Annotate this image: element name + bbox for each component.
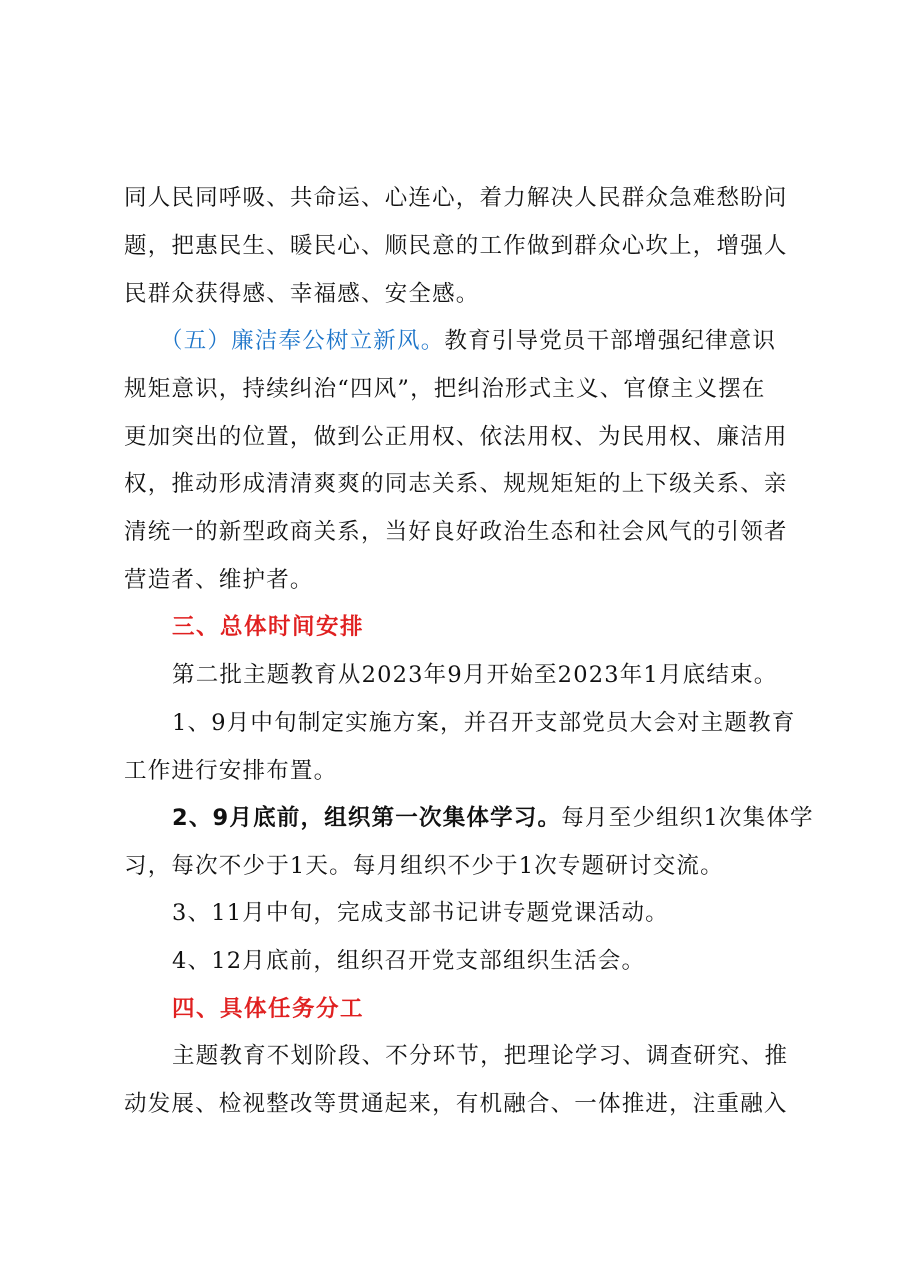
list-item: 4、12月底前，组织召开党支部组织生活会。 [172, 948, 646, 974]
body-text-line: 更加突出的位置，做到公正用权、依法用权、为民用权、廉洁用 [124, 424, 788, 450]
body-text-line: 民群众获得感、幸福感、安全感。 [124, 281, 480, 307]
body-text-line: 题，把惠民生、暖民心、顺民意的工作做到群众心坎上，增强人 [124, 233, 788, 259]
body-text: 每月至少组织1次集体学 [561, 805, 814, 831]
body-text: 教育引导党员干部增强纪律意识 [444, 328, 777, 354]
section-title: 三、总体时间安排 [172, 614, 365, 640]
body-text-line: 清统一的新型政商关系，当好良好政治生态和社会风气的引领者 [124, 519, 788, 545]
body-text-line: 主题教育不划阶段、不分环节，把理论学习、调查研究、推 [172, 1043, 789, 1069]
body-text-line: 权，推动形成清清爽爽的同志关系、规规矩矩的上下级关系、亲 [124, 471, 788, 497]
body-text-line: 同人民同呼吸、共命运、心连心，着力解决人民群众急难愁盼问 [124, 185, 788, 211]
body-text-line: 营造者、维护者。 [124, 567, 314, 593]
section-title: 四、具体任务分工 [172, 996, 365, 1022]
body-text-line: 工作进行安排布置。 [124, 758, 338, 784]
list-item: 3、11月中旬，完成支部书记讲专题党课活动。 [172, 900, 669, 926]
body-text-line: 规矩意识，持续纠治“四风”，把纠治形式主义、官僚主义摆在 [124, 376, 766, 402]
subsection-heading: （五）廉洁奉公树立新风。 [160, 328, 445, 354]
list-item [172, 803, 824, 833]
list-item: 1、9月中旬制定实施方案，并召开支部党员大会对主题教育 [172, 710, 796, 736]
body-text-line: 习，每次不少于1天。每月组织不少于1次专题研讨交流。 [124, 853, 724, 879]
subsection-line [160, 326, 812, 356]
body-text-line: 第二批主题教育从2023年9月开始至2023年1月底结束。 [172, 662, 778, 688]
bold-text: 2、9月底前，组织第一次集体学习。 [172, 805, 562, 831]
body-text-line: 动发展、检视整改等贯通起来，有机融合、一体推进，注重融入 [124, 1091, 788, 1117]
